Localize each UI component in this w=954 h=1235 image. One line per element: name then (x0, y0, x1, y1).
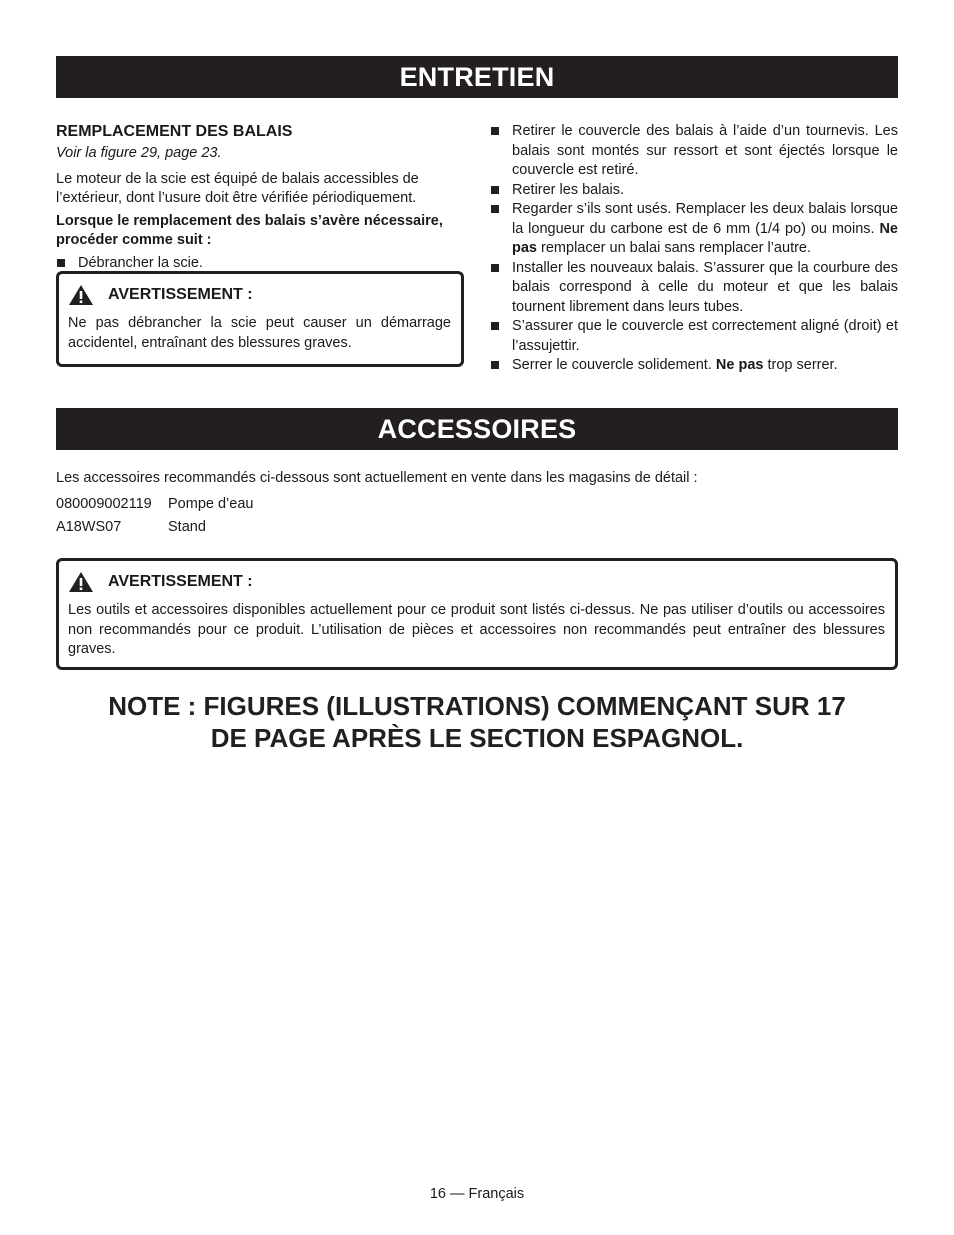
list-item-text: Serrer le couvercle solidement. (512, 357, 716, 373)
list-item-text: Débrancher la scie. (78, 254, 203, 271)
list-item (490, 356, 898, 376)
section-banner-entretien: ENTRETIEN (56, 56, 898, 98)
warning-title (68, 571, 885, 593)
list-item-text: Retirer les balais. (512, 181, 625, 198)
bold-intro: Lorsque le remplacement des balais s’avère nécessaire, procéder comme suit : (56, 212, 443, 248)
warning-title-text: AVERTISSEMENT : (108, 286, 253, 304)
list-item-text: S’assurer que le couvercle est correctement aligné (droit) et l’assujettir. (512, 318, 898, 354)
bullet-square-icon (491, 322, 499, 330)
note-line-1: NOTE : FIGURES (ILLUSTRATIONS) COMMENÇANT SUR 17 (108, 691, 846, 721)
bullet-square-icon (491, 361, 499, 369)
figure-reference: Voir la figure 29, page 23. (56, 145, 222, 161)
bullet-square-icon (57, 259, 65, 267)
list-item-bold: Ne pas (715, 357, 764, 373)
warning-body: Les outils et accessoires disponibles actuellement pour ce produit sont listés ci-dessus. Ne pas utiliser d’outils ou accessoires non recommandés pour ce produit. L’utilisation de pièces et accessoires non recommandés peut entraîner des blessures graves. (68, 602, 885, 657)
accessory-code: A18WS07 (56, 519, 122, 535)
list-item-tail: trop serrer. (763, 357, 838, 373)
note-line-2: DE PAGE APRÈS LE SECTION ESPAGNOL. (210, 723, 744, 753)
list-item-text: Retirer le couvercle des balais à l’aide d’un tournevis. Les balais sont montés sur ressort et sont éjectés lorsque le couvercle est retiré. (512, 123, 898, 178)
note-heading (56, 690, 898, 754)
list-item (490, 200, 898, 259)
accessory-name: Pompe d’eau (168, 496, 254, 512)
bullet-square-icon (491, 127, 499, 135)
bullet-square-icon (491, 186, 499, 194)
accessories-intro: Les accessoires recommandés ci-dessous sont actuellement en vente dans les magasins de détail : (56, 470, 698, 486)
accessory-row (56, 519, 206, 535)
warning-body: Ne pas débrancher la scie peut causer un démarrage accidentel, entraînant des blessures graves. (68, 315, 451, 351)
bullet-square-icon (491, 205, 499, 213)
left-column (56, 122, 464, 273)
accessory-name: Stand (168, 519, 206, 535)
list-item (490, 259, 898, 318)
list-item (490, 181, 898, 201)
list-item-text: Regarder s’ils sont usés. Remplacer les deux balais lorsque la longueur du carbone est de 6 mm (1/4 po) ou moins. (512, 201, 898, 237)
subsection-heading: REMPLACEMENT DES BALAIS (56, 123, 293, 140)
section-banner-accessoires: ACCESSOIRES (56, 408, 898, 450)
warning-title-text: AVERTISSEMENT : (108, 573, 253, 591)
bullet-square-icon (491, 264, 499, 272)
warning-triangle-icon (68, 571, 94, 593)
warning-box-2 (56, 558, 898, 670)
right-column (490, 122, 898, 376)
list-item (490, 317, 898, 356)
warning-triangle-icon (68, 284, 94, 306)
accessory-code: 080009002119 (56, 496, 152, 512)
right-bullet-list (490, 122, 898, 376)
accessory-row (56, 496, 253, 512)
list-item (490, 122, 898, 181)
page-footer: 16 — Français (429, 1186, 525, 1202)
warning-title (68, 284, 451, 306)
list-item-tail: remplacer un balai sans remplacer l’autre. (537, 240, 812, 256)
intro-paragraph: Le moteur de la scie est équipé de balais accessibles de l’extérieur, dont l’usure doit être vérifiée périodiquement. (56, 170, 419, 206)
warning-box-1 (56, 271, 464, 367)
list-item-bold: Ne pas (512, 220, 898, 256)
list-item-text: Installer les nouveaux balais. S’assurer que la courbure des balais correspond à celle du moteur et que les balais tournent librement dans leurs tubes. (512, 259, 898, 315)
